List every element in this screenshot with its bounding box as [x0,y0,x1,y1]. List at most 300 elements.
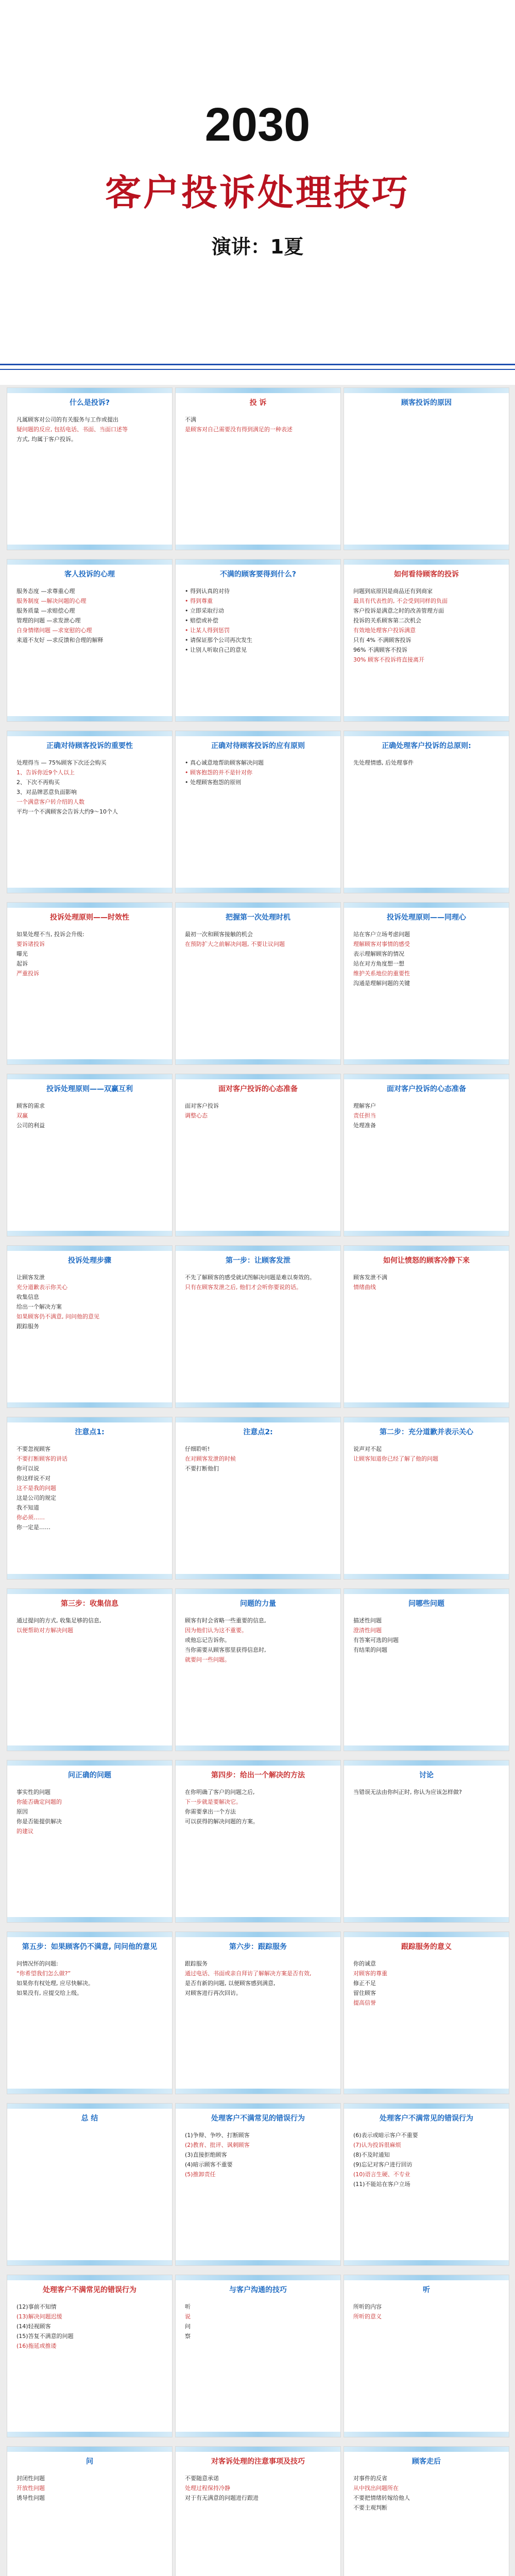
slide-line: 对顾客的尊重 [353,1970,387,1977]
slide-top-band [344,1074,509,1079]
slide-line: • 真心诚意地帮助顾客解决问题 [185,759,264,766]
slide-line: 通过电话、书面或亲自拜访了解解决方案是否有效, [185,1970,312,1977]
slide-top-band [344,1760,509,1766]
slide-top-band [176,731,340,736]
slide-body [185,1273,333,1292]
slide-line: 有答案可选的问题 [353,1637,399,1643]
slide-bottom-band [7,2260,172,2265]
slide-line: 如果顾客仍不满意, 问问他的意见 [16,1313,99,1320]
slide-thumbnail[interactable] [175,2103,341,2266]
slide-title: 把握第一次处理时机 [226,913,290,922]
slide-line: 理解客户 [353,1103,376,1109]
slide-line: (13)解决问题迟缓 [16,2313,62,2320]
slide-bottom-band [176,888,340,893]
slide-line: (9)忘记对客户进行回访 [353,2161,413,2168]
slide-line: 表示理解顾客的情况 [353,951,404,957]
slide-line: 不要主观判断 [353,2504,387,2511]
slide-title: 什么是投诉? [69,399,110,407]
slide-line: 不要忽视顾客 [16,1446,50,1452]
slide-body [353,1787,502,1797]
slide-top-band [344,731,509,736]
slide-line: 因为他们认为这不重要。 [185,1627,247,1634]
slide-line: 情绪曲线 [353,1284,376,1291]
slide-top-band [7,2275,172,2280]
slide-line: 不要打断他们 [185,1465,219,1472]
slide-thumbnail[interactable] [175,1245,341,1408]
slide-top-band [176,1760,340,1766]
slide-bottom-band [176,1574,340,1579]
slide-line: 澄清性问题 [353,1627,382,1634]
slide-top-band [344,1589,509,1594]
slide-bottom-band [344,716,509,721]
slide-top-band [176,2275,340,2280]
slide-line: 你需要拿出一个方法 [185,1808,236,1815]
slide-line: (8)不及时通知 [353,2151,390,2158]
slide-top-band [7,1246,172,1251]
slide-thumbnail[interactable] [7,2275,173,2437]
slide-line: • 赔偿或补偿 [185,617,218,624]
slide-thumbnail[interactable] [344,2446,509,2576]
slide-line: 维护关系地位的重要性 [353,970,410,977]
slide-body [353,2130,502,2189]
slide-line: 收集信息 [16,1294,39,1300]
slide-line: 可以获得的解决问题的方案。 [185,1818,259,1825]
slide-line: 对于有无满意的问题进行跟进 [185,2495,259,2501]
slide-line: 站在客户立场考虑问题 [353,931,410,938]
slide-line: 客户投诉是满意之时的改善管理方面 [353,607,444,614]
slide-line: 处理准备 [353,1122,376,1129]
slide-body [185,758,333,787]
slide-line: 方式, 均属于客户投诉。 [16,436,77,443]
slide-line: 2、下次不再购买 [16,779,60,786]
slide-top-band [344,2104,509,2109]
slide-bottom-band [7,1231,172,1236]
slide-body [353,1101,502,1130]
slide-line: 通过提问的方式, 收集足够的信息, [16,1617,101,1624]
slide-thumbnail[interactable] [175,2446,341,2576]
slide-bottom-band [344,1574,509,1579]
slide-line: 如果处理不当, 投诉会升级: [16,931,84,938]
slide-line: (2)教育、批评、讽刺顾客 [185,2142,250,2148]
slide-line: 投诉的关系顾客第二次机会 [353,617,421,624]
slide-bottom-band [344,1059,509,1064]
slide-title: 正确处理客户投诉的总原则: [382,742,471,750]
slide-line: 服务态度 —求尊重心理 [16,588,75,595]
slide-bottom-band [7,716,172,721]
slide-line: 在预防扩大之前解决问题, 不要让议问题 [185,941,285,947]
slide-bottom-band [7,1402,172,1408]
slide-line: 先处理情感, 后处理事件 [353,759,414,766]
slide-top-band [7,1760,172,1766]
slide-thumbnail[interactable] [7,1760,173,1923]
slide-line: 这不是我的问题 [16,1485,56,1492]
slide-top-band [344,2447,509,2452]
slide-line: 是否有新的问题, 以便顾客感到满意, [185,1980,276,1987]
slide-line: (4)暗示顾客不重要 [185,2161,233,2168]
slide-line: (10)语言生硬、不专业 [353,2171,410,2178]
slide-top-band [176,1589,340,1594]
slide-line: (12)事前不知情 [16,2303,57,2310]
slide-title: 投诉处理原则——双赢互利 [46,1085,133,1093]
slide-thumbnail[interactable] [7,387,173,550]
cover-year: 2030 [204,98,311,151]
cover-title: 客户投诉处理技巧 [105,171,410,214]
slide-line: 不要把情绪转嫁给他人 [353,2495,410,2501]
slide-line: (1)争辩、争吵、打断顾客 [185,2132,250,2139]
slide-top-band [344,2275,509,2280]
slide-line: (15)答复不满意的问题 [16,2333,74,2340]
slide-line: • 让别人听取自己的意见 [185,647,247,653]
slide-bottom-band [7,1745,172,1751]
slide-title: 正确对待顾客投诉的应有原则 [211,742,305,750]
slide-thumbnail[interactable] [7,1245,173,1408]
slide-line: 下一步就是要解决它。 [185,1799,242,1805]
slide-bottom-band [7,2089,172,2094]
slide-top-band [176,2104,340,2109]
slide-line: 开放性问题 [16,2485,45,2492]
slide-line: 听 [185,2303,191,2310]
slide-body [353,2473,502,2513]
slide-bottom-band [7,1059,172,1064]
slide-line: 跟踪服务 [16,1323,39,1330]
slide-line: 让顾客发泄 [16,1274,45,1281]
slide-thumbnail[interactable] [175,387,341,550]
slide-line: 不要随意承诺 [185,2475,219,2482]
slide-title: 处理客户不满常见的错误行为 [211,2114,305,2123]
slide-line: 一个满意客户转介绍的人数 [16,799,84,805]
slide-body [353,758,502,768]
slide-line: 3、对品牌恶意负面影响 [16,789,77,795]
slide-top-band [7,1589,172,1594]
slide-body [16,758,165,817]
slide-line: 管理的问题 —求发泄心理 [16,617,81,624]
slide-top-band [344,1246,509,1251]
slide-body [16,929,165,978]
slide-body [16,1787,165,1836]
slide-bottom-band [176,2089,340,2094]
slide-title: 跟踪服务的意义 [401,1943,452,1951]
slide-line: 封闭性问题 [16,2475,45,2482]
slide-title: 第三步：收集信息 [61,1600,118,1608]
slide-line: 只有在顾客发泄之后, 他们才会听你要说的话。 [185,1284,302,1291]
slide-body [16,2473,165,2503]
slide-thumbnail[interactable] [7,559,173,722]
slide-bottom-band [344,545,509,550]
slide-line: • 顾客抱怨的并不是针对你 [185,769,252,776]
slide-thumbnail[interactable] [175,1417,341,1580]
slide-line: 当错误无法由你纠正时, 你认为应该怎样做? [353,1789,462,1795]
slide-top-band [7,731,172,736]
slide-top-band [344,1932,509,1937]
slide-line: 察 [185,2333,191,2340]
slide-line: 不满 [185,416,196,423]
slide-line: 修正不足 [353,1980,376,1987]
slide-line: 凡属顾客对公司的有关服务与工作或提出 [16,416,118,423]
slide-title: 问 [86,2458,93,2466]
slide-thumbnail[interactable] [175,559,341,722]
slide-title: 不满的顾客要得到什么? [219,570,297,579]
slide-thumbnail[interactable] [175,2275,341,2437]
slide-line: 是顾客对自己需要没有得到满足的一种表述 [185,426,293,433]
slide-top-band [176,1417,340,1422]
slide-line: 原因 [16,1808,28,1815]
slide-bottom-band [176,545,340,550]
slide-body [16,1444,165,1532]
slide-thumbnail[interactable] [344,1760,509,1923]
slide-bottom-band [344,2089,509,2094]
cover-divider-1 [0,364,515,365]
slide-title: 第五步：如果顾客仍不满意, 问问他的意见 [22,1943,158,1951]
slide-top-band [7,2104,172,2109]
cover-speaker: 演讲：1夏 [211,235,304,258]
slide-line: 你这样说不对 [16,1475,50,1482]
slide-body [353,929,502,988]
slide-thumbnail[interactable] [175,731,341,893]
slide-line: 顾客有时会省略一些重要的信息, [185,1617,266,1624]
slide-title: 面对客户投诉的心态准备 [387,1085,466,1093]
slide-line: 当你需要从顾客那里获得信息时, [185,1647,266,1653]
slide-body [185,929,333,949]
slide-title: 讨论 [419,1771,434,1780]
slide-line: 处理得当 — 75%顾客下次还会购买 [16,759,107,766]
slide-title: 注意点1: [75,1428,105,1436]
slide-title: 面对客户投诉的心态准备 [218,1085,298,1093]
slide-line: 你能否确定问题的 [16,1799,62,1805]
slide-thumbnail[interactable] [175,1588,341,1751]
slide-line: 沟通是理解问题的关键 [353,980,410,987]
slide-line: 只有 4% 不满顾客投诉 [353,637,411,643]
slide-line: 责任担当 [353,1112,376,1119]
slide-top-band [176,1074,340,1079]
slide-title: 正确对待顾客投诉的重要性 [46,742,133,750]
cover-divider-2 [0,369,515,370]
slide-line: 平均一个不满顾客会告诉大约9～10个人 [16,808,118,815]
slide-body [185,1444,333,1473]
slide-line: 在你明确了客户的问题之后, [185,1789,255,1795]
slide-line: • 请保证那个公司再次发生 [185,637,252,643]
slide-body [16,1616,165,1635]
slide-title: 第四步：给出一个解决的方法 [211,1771,305,1780]
slide-title: 第一步：让顾客发泄 [226,1257,290,1265]
slide-line: • 得到认真的对待 [185,588,230,595]
slide-line: 在对顾客发泄的时候 [185,1455,236,1462]
slide-title: 客人投诉的心理 [64,570,115,579]
slide-line: 留住顾客 [353,1990,376,1996]
slide-line: 站在对方角度想一想 [353,960,404,967]
slide-line: 问 [185,2323,191,2330]
slide-title: 如何看待顾客的投诉 [394,570,459,579]
slide-thumbnail[interactable] [344,2275,509,2437]
slide-line: 或他忘记告诉你。 [185,1637,230,1643]
slide-line: 所听的内容 [353,2303,382,2310]
slide-thumbnail[interactable] [344,387,509,550]
slide-line: 给出一个解决方案 [16,1303,62,1310]
slide-line: • 得到尊重 [185,598,213,604]
slide-line: 对事件的反省 [353,2475,387,2482]
slide-line: 不要打断顾客的讲话 [16,1455,67,1462]
slide-line: 96% 不满顾客不投诉 [353,647,407,653]
slide-line: 曝光 [16,951,28,957]
slide-line: 说 [185,2313,191,2320]
slide-thumbnail[interactable] [344,731,509,893]
slide-line: 对顾客进行再次回访。 [185,1990,242,1996]
slide-title: 如何让愤怒的顾客冷静下来 [383,1257,470,1265]
slide-thumbnail[interactable] [344,1074,509,1236]
slide-body [185,1959,333,1998]
slide-body [16,415,165,444]
slide-line: 跟踪服务 [185,1960,208,1967]
slide-thumbnail[interactable] [344,1417,509,1580]
slide-body [353,1444,502,1464]
slide-title: 处理客户不满常见的错误行为 [380,2114,473,2123]
slide-line: 你是否能提供解决 [16,1818,62,1825]
slide-line: 我不知道 [16,1504,39,1511]
slide-thumbnail[interactable] [344,1931,509,2094]
slide-top-band [7,2447,172,2452]
slide-line: 问情况怀的问题: [16,1960,58,1967]
slide-title: 对客诉处理的注意事项及技巧 [211,2458,305,2466]
slide-line: 从中找出问题所在 [353,2485,399,2492]
slide-thumbnail[interactable] [175,1074,341,1236]
slide-thumbnail[interactable] [175,902,341,1065]
slide-thumbnail[interactable] [7,2446,173,2576]
slide-thumbnail[interactable] [344,902,509,1065]
slide-top-band [7,903,172,908]
slide-bottom-band [344,1402,509,1408]
slide-line: 你一定是…… [16,1524,50,1531]
slide-bottom-band [176,2260,340,2265]
slide-line: 就要问一些问题。 [185,1656,230,1663]
slide-bottom-band [344,1231,509,1236]
slide-thumbnail[interactable] [7,1931,173,2094]
slide-top-band [176,560,340,565]
slide-body [185,1616,333,1665]
slide-line: 疑问题的反应, 包括电话、书面、当面口述等 [16,426,128,433]
slide-thumbnail[interactable] [344,559,509,722]
slide-bottom-band [344,1917,509,1922]
cover-slide [0,0,515,385]
slide-bottom-band [344,1745,509,1751]
slide-line: 你可以说 [16,1465,39,1472]
slide-body [16,1101,165,1130]
slide-body [185,415,333,434]
slide-line: (11)不能站在客户立场 [353,2181,410,2188]
slide-title: 顾客投诉的原因 [401,399,452,407]
slide-bottom-band [344,888,509,893]
slide-thumbnail[interactable] [7,1074,173,1236]
slide-title: 问题的力量 [240,1600,276,1608]
slide-line: 服务制度 —解决问题的心理 [16,598,87,604]
slide-line: 你的诚意 [353,1960,376,1967]
slide-body [16,1273,165,1331]
slide-line: 面对客户投诉 [185,1103,219,1109]
slide-thumbnail[interactable] [7,2103,173,2266]
slide-line: (6)表示或暗示客户不重要 [353,2132,418,2139]
slide-line: 仔细聆听! [185,1446,210,1452]
slide-bottom-band [176,1917,340,1922]
slide-top-band [176,1932,340,1937]
slide-title: 投 诉 [249,399,267,407]
slide-body [353,586,502,665]
slide-line: (5)推卸责任 [185,2171,216,2178]
slide-line: • 立即采取行动 [185,607,224,614]
slide-line: 所听的意义 [353,2313,382,2320]
slide-line: • 让某人得到惩罚 [185,627,230,634]
slide-line: 的建议 [16,1828,33,1835]
slide-body [185,586,333,655]
slide-body [16,2302,165,2351]
slide-body [353,2302,502,2321]
slide-thumbnail[interactable] [344,2103,509,2266]
slide-top-band [344,560,509,565]
slide-line: (7)认为投诉很麻烦 [353,2142,401,2148]
slide-title: 顾客走后 [412,2458,441,2466]
slide-line: 事实性的问题 [16,1789,50,1795]
slide-line: 30% 顾客不投诉将直接离开 [353,656,424,663]
slide-thumbnail[interactable] [7,1588,173,1751]
slide-line: 这是公司的规定 [16,1495,56,1501]
slide-top-band [176,388,340,393]
slide-body [185,1787,333,1826]
slide-thumbnail[interactable] [7,902,173,1065]
slide-thumbnail[interactable] [7,1417,173,1580]
slide-thumbnail[interactable] [7,731,173,893]
slide-thumbnail[interactable] [344,1588,509,1751]
slide-line: 严重投诉 [16,970,39,977]
slide-bottom-band [176,1745,340,1751]
slide-bottom-band [7,1917,172,1922]
slide-line: 以便帮助对方解决问题 [16,1627,73,1634]
slide-line: 调整心态 [185,1112,208,1119]
slide-top-band [7,1932,172,1937]
slide-thumbnail[interactable] [175,1931,341,2094]
slide-body [185,2473,333,2503]
slide-title: 第六步：跟踪服务 [229,1943,287,1951]
slide-line: 顾客发泄不满 [353,1274,387,1281]
slide-line: 如果你有权处理, 应尽快解决。 [16,1980,94,1987]
slide-title: 第二步：充分道歉并表示关心 [380,1428,473,1436]
slide-body [185,2302,333,2341]
slide-line: 理解顾客对事情的感受 [353,941,410,947]
slide-line: 提高信誉 [353,1999,376,2006]
slide-line: 充分道歉表示你关心 [16,1284,67,1291]
slide-line: “你希望我们怎么做?” [16,1970,71,1977]
slide-body [185,2130,333,2179]
slide-title: 注意点2: [243,1428,273,1436]
slide-body [185,1101,333,1121]
slide-line: 说声对不起 [353,1446,382,1452]
slide-thumbnail[interactable] [344,1245,509,1408]
slide-line: 不先了解顾客的感受就试图解决问题是难以奏效的。 [185,1274,315,1281]
slide-top-band [344,1417,509,1422]
slide-body [353,1959,502,2008]
slide-title: 投诉处理原则——时效性 [50,913,129,922]
slide-top-band [344,903,509,908]
slide-bottom-band [7,2432,172,2437]
slide-thumbnail[interactable] [175,1760,341,1923]
slide-bottom-band [176,1059,340,1064]
slide-top-band [176,2447,340,2452]
slide-line: 顾客的需求 [16,1103,45,1109]
slide-line: 有结果的问题 [353,1647,387,1653]
slide-line: • 处理顾客抱怨的原则 [185,779,241,786]
slide-line: 要诉诸投诉 [16,941,45,947]
slide-top-band [7,1417,172,1422]
slide-line: 处理过程保持冷静 [185,2485,230,2492]
slide-bottom-band [176,1231,340,1236]
slide-bottom-band [176,2432,340,2437]
slide-top-band [176,1246,340,1251]
